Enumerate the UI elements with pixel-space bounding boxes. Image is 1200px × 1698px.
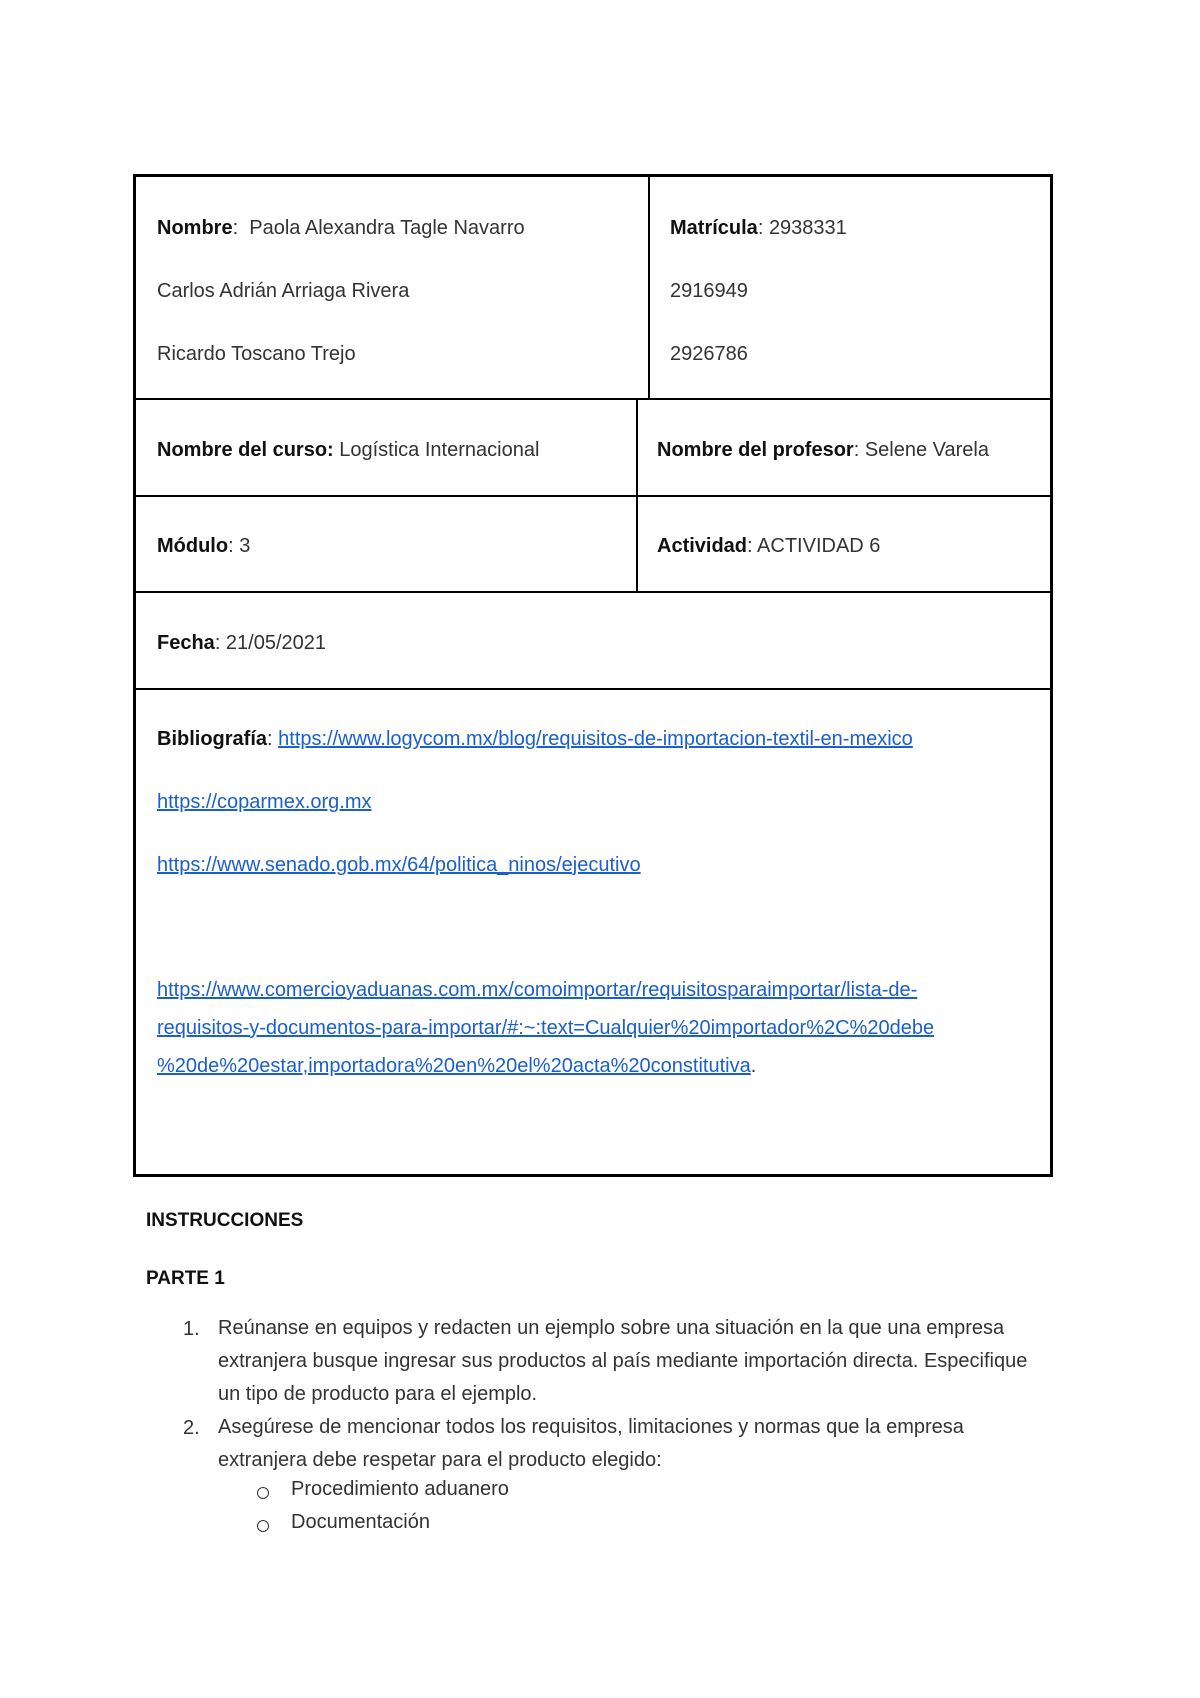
matricula-1: Matrícula: 2938331 [670, 217, 847, 239]
matricula-label: Matrícula [670, 217, 758, 239]
bibliography-line-1: Bibliografía: https://www.logycom.mx/blog/requisitos-de-importacion-textil-en-mexico [157, 728, 913, 750]
table-divider [648, 177, 650, 399]
info-table [133, 174, 1053, 1177]
matricula-2: 2916949 [670, 280, 748, 302]
bibliography-link[interactable]: https://www.senado.gob.mx/64/politica_ninos/ejecutivo [157, 854, 641, 876]
list-number: 1. [183, 1318, 200, 1340]
list-subitem: Procedimiento aduanero [291, 1478, 509, 1500]
name-label: Nombre [157, 217, 233, 239]
list-number: 2. [183, 1417, 200, 1439]
bibliography-link[interactable]: https://www.logycom.mx/blog/requisitos-de-importacion-textil-en-mexico [278, 728, 913, 750]
bibliography-label: Bibliografía [157, 728, 268, 750]
student-name-2: Carlos Adrián Arriaga Rivera [157, 280, 410, 302]
module: Módulo: 3 [157, 535, 251, 557]
table-divider [136, 591, 1050, 593]
bullet-icon [257, 1520, 269, 1532]
professor-name: Nombre del profesor: Selene Varela [657, 439, 989, 461]
bibliography-long-link[interactable]: requisitos-y-documentos-para-importar/#:~:text=Cualquier%20importador%2C%20debe [157, 1017, 935, 1039]
bibliography-long-link[interactable]: https://www.comercioyaduanas.com.mx/comoimportar/requisitosparaimportar/lista-de- [157, 979, 918, 1001]
student-name-1: Nombre: Paola Alexandra Tagle Navarro [157, 217, 525, 239]
table-divider [136, 398, 1050, 400]
list-item: Reúnanse en equipos y redacten un ejemplo sobre una situación en la que una empresa extranjera busque ingresar sus productos al país mediante importación directa. Especifique un tipo de producto para el ejemplo. [218, 1317, 1028, 1405]
course-name: Nombre del curso: Logística Internacional [157, 439, 540, 461]
bullet-icon [257, 1487, 269, 1499]
part-title: PARTE 1 [146, 1268, 225, 1289]
list-item: Asegúrese de mencionar todos los requisitos, limitaciones y normas que la empresa extranjera debe respetar para el producto elegido: [218, 1416, 964, 1471]
matricula-3: 2926786 [670, 343, 748, 365]
date: Fecha: 21/05/2021 [157, 632, 327, 654]
bibliography-long-link[interactable]: %20de%20estar,importadora%20en%20el%20acta%20constitutiva. [157, 1055, 757, 1077]
table-divider [136, 495, 1050, 497]
student-name-3: Ricardo Toscano Trejo [157, 343, 356, 365]
activity: Actividad: ACTIVIDAD 6 [657, 535, 881, 557]
list-subitem: Documentación [291, 1511, 430, 1533]
table-divider [136, 688, 1050, 690]
bibliography-link[interactable]: https://coparmex.org.mx [157, 791, 372, 813]
instructions-title: INSTRUCCIONES [146, 1210, 304, 1231]
